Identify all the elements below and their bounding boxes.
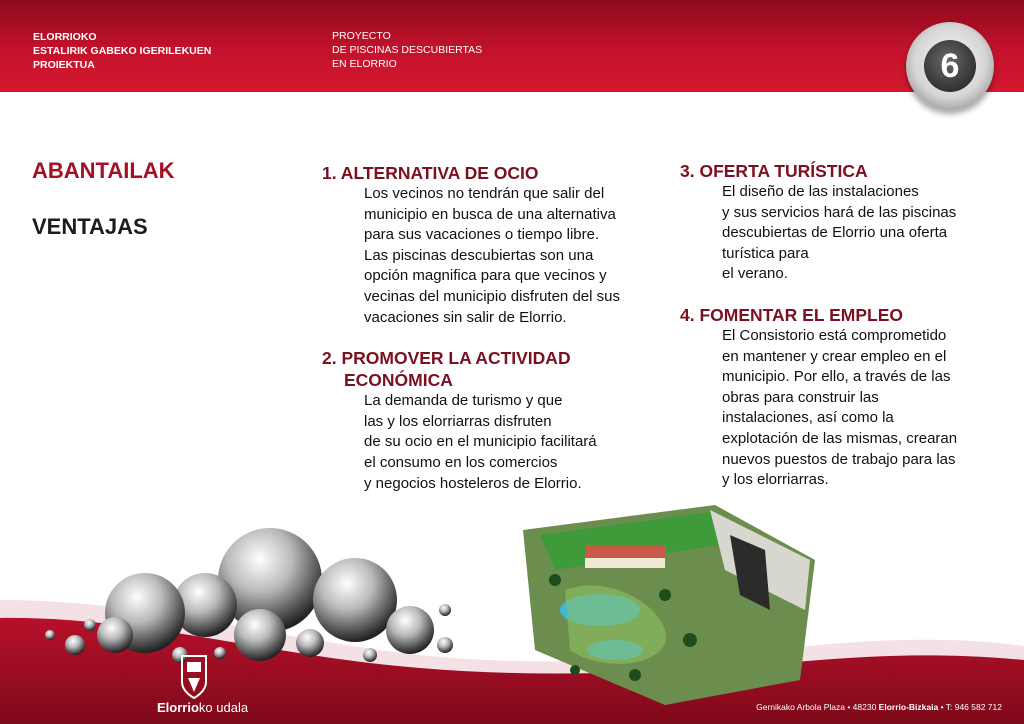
header-band bbox=[0, 0, 1024, 92]
body-line: descubiertas de Elorrio una oferta bbox=[722, 224, 948, 242]
body-line: El Consistorio está comprometido bbox=[722, 326, 947, 344]
section-body bbox=[322, 184, 672, 328]
pool-aerial-rendering bbox=[515, 500, 823, 708]
footer-address bbox=[756, 702, 1002, 712]
section-actividad bbox=[322, 347, 672, 494]
header-mid-title bbox=[332, 29, 482, 71]
content-column-right bbox=[680, 160, 1010, 491]
body-line: vecinas del municipio disfruten del sus bbox=[364, 287, 620, 305]
logo-name-light: ko udala bbox=[198, 700, 249, 715]
body-line: las y los elorriarras disfruten bbox=[364, 412, 552, 430]
body-line: vacaciones sin salir de Elorrio. bbox=[364, 308, 567, 326]
body-line: en mantener y crear empleo en el bbox=[722, 347, 947, 365]
logo-name-bold: Elorrio bbox=[157, 700, 199, 715]
title-basque: ABANTAILAK bbox=[32, 158, 175, 183]
body-line: el consumo en los comercios bbox=[364, 453, 558, 471]
body-line: el verano. bbox=[722, 265, 788, 283]
body-line: y negocios hosteleros de Elorrio. bbox=[364, 474, 582, 492]
elorrio-logo-text bbox=[157, 700, 248, 715]
body-line: de su ocio en el municipio facilitará bbox=[364, 433, 597, 451]
body-line: y sus servicios hará de las piscinas bbox=[722, 203, 957, 221]
footer-address-part: Gernikako Arbola Plaza • 48230 bbox=[756, 702, 879, 712]
header-left-line: PROIEKTUA bbox=[33, 59, 95, 71]
body-line: obras para construir las bbox=[722, 388, 879, 406]
section-heading: 1. ALTERNATIVA DE OCIO bbox=[322, 163, 539, 183]
body-line: municipio en busca de una alternativa bbox=[364, 205, 616, 223]
footer-address-town: Elorrio-Bizkaia bbox=[878, 702, 939, 712]
section-heading-line: 2. PROMOVER LA ACTIVIDAD bbox=[322, 348, 571, 369]
header-left-line: ELORRIOKO bbox=[33, 31, 97, 43]
body-line: Los vecinos no tendrán que salir del bbox=[364, 185, 605, 202]
body-line: explotación de las mismas, crearan bbox=[722, 429, 958, 447]
body-line: Las piscinas descubiertas son una bbox=[364, 246, 594, 264]
section-turistica bbox=[680, 160, 1010, 285]
section-heading bbox=[322, 347, 672, 391]
section-body bbox=[322, 391, 672, 494]
body-line: instalaciones, así como la bbox=[722, 409, 894, 427]
footer-address-phone: • T: 946 582 712 bbox=[938, 702, 1002, 712]
page-titles bbox=[32, 158, 175, 270]
section-body bbox=[680, 182, 1010, 285]
section-body bbox=[680, 326, 1010, 491]
page-number-ball bbox=[906, 22, 994, 110]
title-spanish: VENTAJAS bbox=[32, 214, 148, 239]
section-empleo bbox=[680, 304, 1010, 491]
body-line: nuevos puestos de trabajo para las bbox=[722, 450, 956, 468]
header-left-title bbox=[33, 30, 211, 72]
body-line: La demanda de turismo y que bbox=[364, 392, 563, 410]
section-heading: 4. FOMENTAR EL EMPLEO bbox=[680, 304, 903, 325]
body-line: municipio. Por ello, a través de las bbox=[722, 368, 951, 386]
header-mid-line: DE PISCINAS DESCUBIERTAS bbox=[332, 44, 483, 56]
header-left-line: ESTALIRIK GABEKO IGERILEKUEN bbox=[33, 45, 212, 57]
body-line: turística para bbox=[722, 244, 809, 262]
body-line: y los elorriarras. bbox=[722, 471, 829, 489]
page-number: 6 bbox=[924, 40, 976, 92]
header-mid-line: EN ELORRIO bbox=[332, 58, 397, 70]
body-line: El diseño de las instalaciones bbox=[722, 183, 919, 200]
body-line: opción magnifica para que vecinos y bbox=[364, 267, 607, 285]
section-heading-line: ECONÓMICA bbox=[344, 370, 453, 391]
content-column-left bbox=[322, 162, 672, 494]
section-ocio bbox=[322, 162, 672, 328]
body-line: para sus vacaciones o tiempo libre. bbox=[364, 226, 600, 244]
section-heading: 3. OFERTA TURÍSTICA bbox=[680, 161, 868, 181]
header-mid-line: PROYECTO bbox=[332, 30, 391, 42]
